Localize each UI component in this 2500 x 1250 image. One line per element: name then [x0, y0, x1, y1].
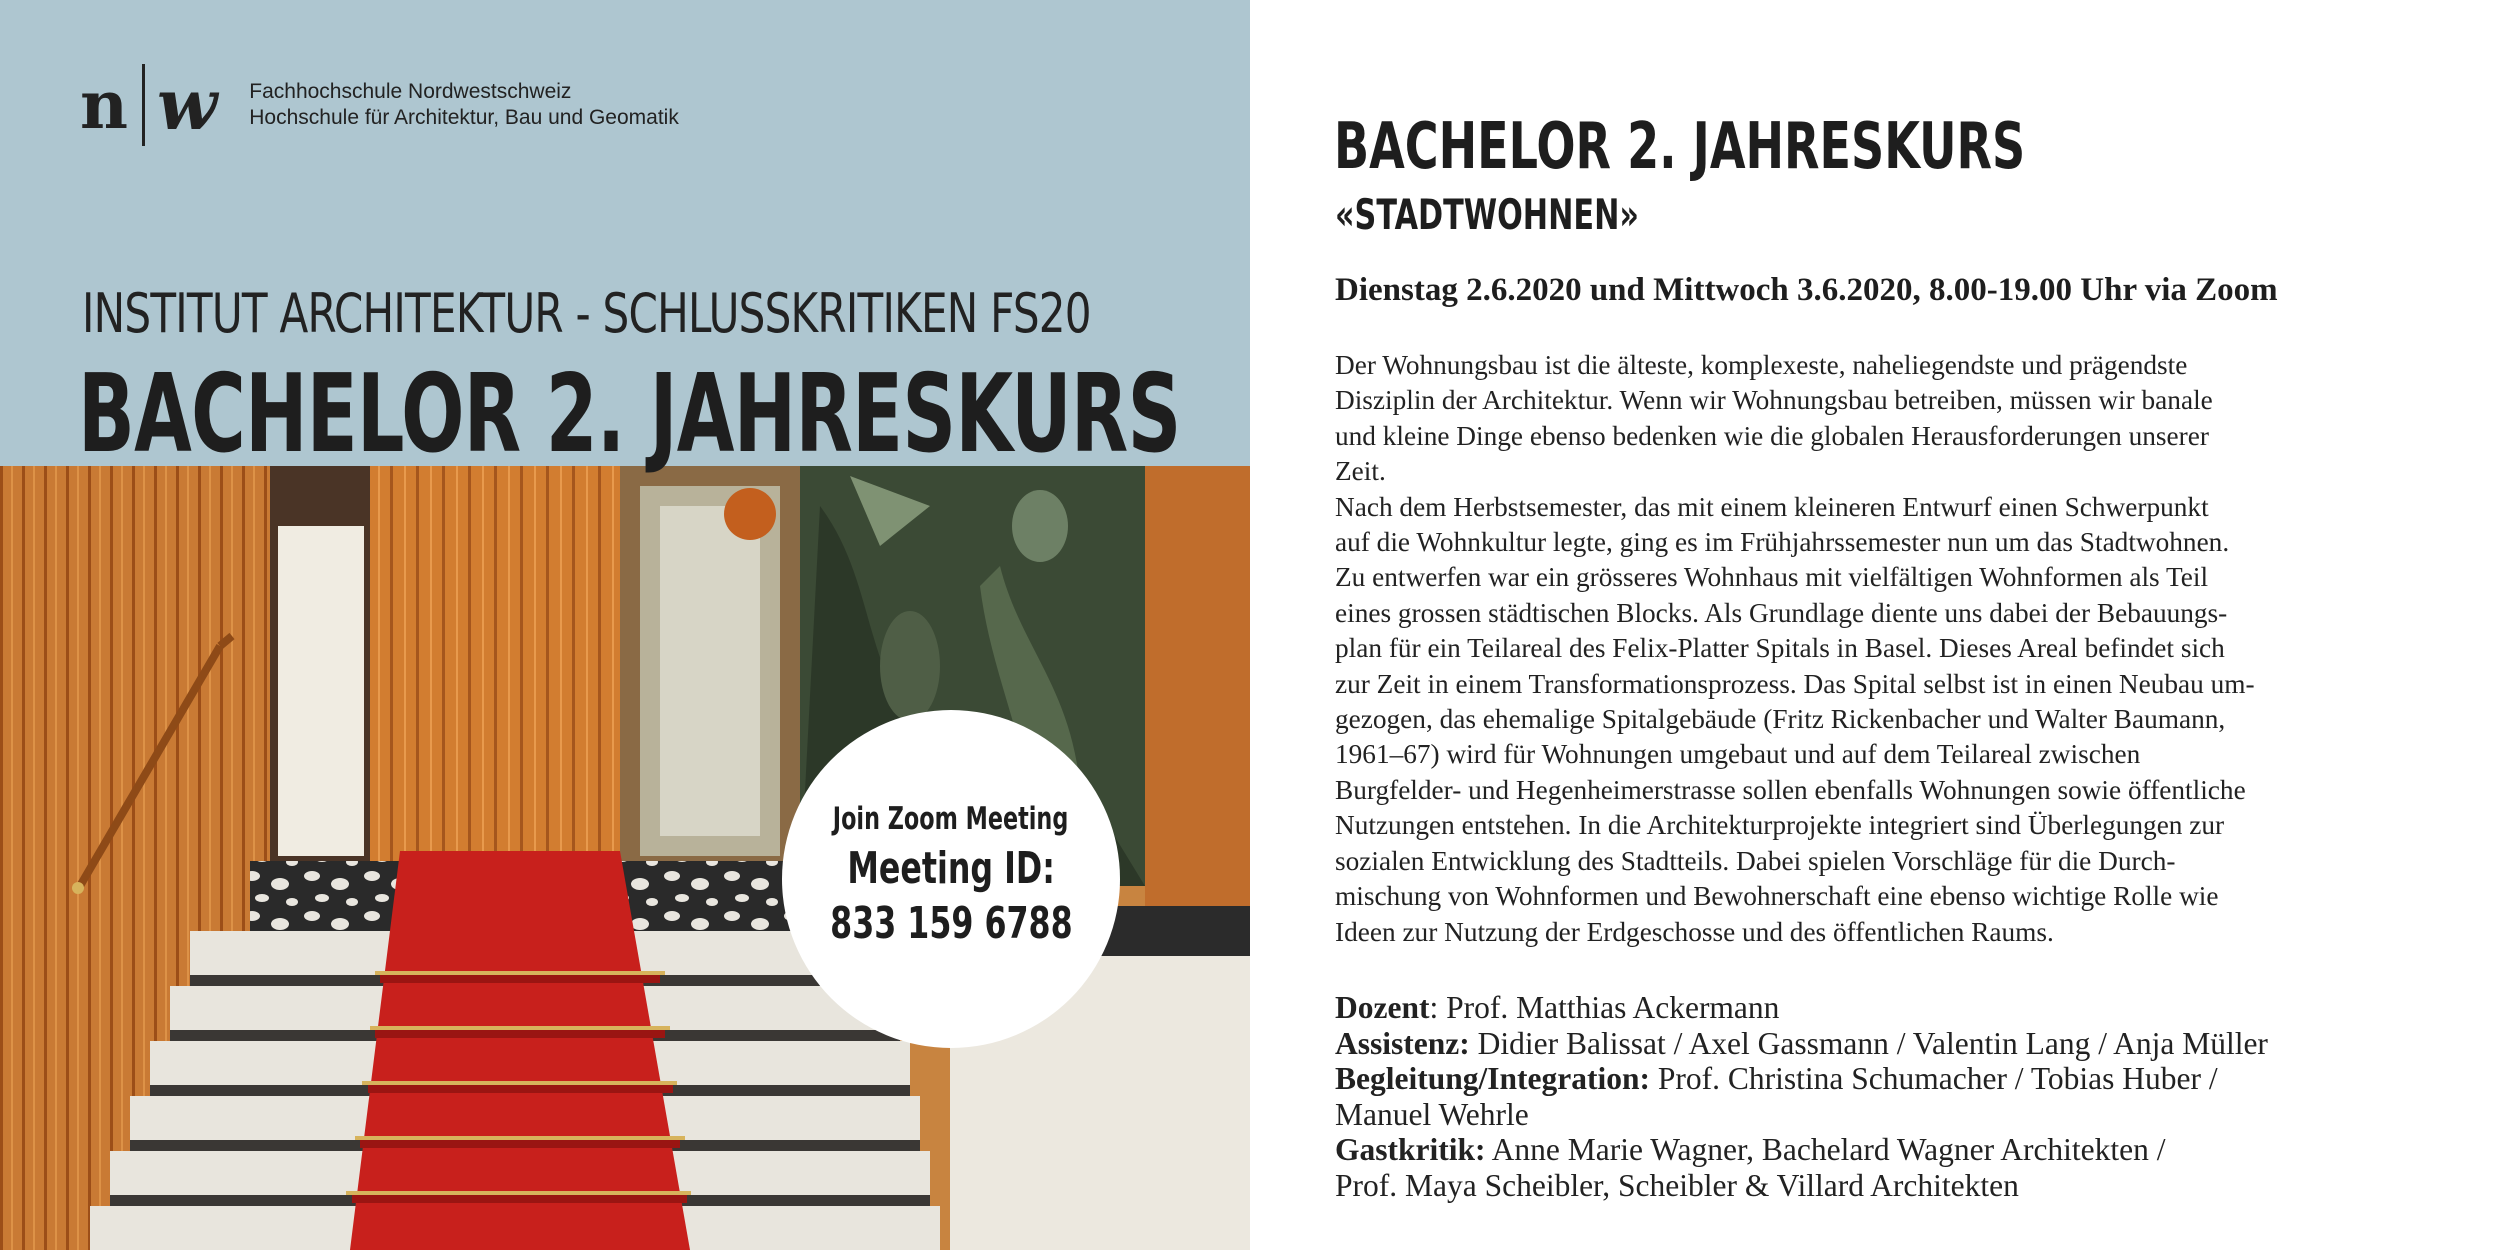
begleitung-value: Prof. Christina Schumacher / Tobias Huber / — [1650, 1061, 2218, 1097]
course-title: BACHELOR 2. JAHRESKURS — [1334, 110, 2026, 184]
school-line-2: Hochschule für Architektur, Bau und Geomatik — [249, 106, 679, 129]
institute-heading: INSTITUT ARCHITEKTUR - SCHLUSSKRITIKEN FS20 — [82, 282, 1091, 345]
credit-assistenz — [1335, 1026, 2435, 1062]
description-line: Burgfelder- und Hegenheimerstrasse sollen ebenfalls Wohnungen sowie öffentliche — [1335, 774, 2246, 805]
description-line: Disziplin der Architektur. Wenn wir Wohnungsbau betreiben, müssen wir banale — [1335, 385, 2213, 416]
description-line: Zeit. — [1335, 456, 1386, 487]
logo-n: n — [80, 66, 128, 144]
school-name — [249, 79, 679, 131]
credit-begleitung — [1335, 1061, 2435, 1097]
credits — [1335, 990, 2435, 1204]
description-line: Zu entwerfen war ein grösseres Wohnhaus mit vielfältigen Wohnformen als Teil — [1335, 562, 2209, 593]
description-line: zur Zeit in einem Transformationsprozess. Das Spital selbst ist in einen Neubau um- — [1335, 668, 2255, 699]
credit-gastkritik — [1335, 1132, 2435, 1168]
credit-begleitung-cont: Manuel Wehrle — [1335, 1096, 1529, 1132]
description-line: Der Wohnungsbau ist die älteste, komplexeste, naheliegendste und prägendste — [1335, 350, 2188, 380]
gastkritik-label: Gastkritik: — [1335, 1132, 1486, 1168]
description-line: 1961–67) wird für Wohnungen umgebaut und auf dem Teilareal zwischen — [1335, 739, 2141, 770]
course-subtitle: «STADTWOHNEN» — [1335, 190, 1639, 239]
assistenz-label: Assistenz: — [1335, 1025, 1470, 1061]
begleitung-label: Begleitung/Integration: — [1335, 1061, 1650, 1097]
description-line: auf die Wohnkultur legte, ging es im Frühjahrssemester nun um das Stadtwohnen. — [1335, 527, 2230, 558]
right-panel — [1250, 0, 2500, 1250]
gastkritik-value: Anne Marie Wagner, Bachelard Wagner Architekten / — [1485, 1132, 2166, 1168]
school-line-1: Fachhochschule Nordwestschweiz — [249, 80, 572, 103]
logo-w: w — [157, 63, 218, 146]
credit-dozent — [1335, 990, 2435, 1026]
description-line: Nutzungen entstehen. In die Architekturprojekte integriert sind Überlegungen zur — [1335, 810, 2225, 841]
dozent-label: Dozent — [1335, 990, 1430, 1025]
description-line: plan für ein Teilareal des Felix-Platter Spitals in Basel. Dieses Areal befindet sich — [1335, 633, 2225, 664]
credit-gastkritik-cont: Prof. Maya Scheibler, Scheibler & Villard Architekten — [1335, 1167, 2019, 1203]
description-line: gezogen, das ehemalige Spitalgebäude (Fritz Rickenbacher und Walter Baumann, — [1335, 704, 2226, 735]
zoom-meeting-badge — [782, 710, 1120, 1048]
description-line: Nach dem Herbstsemester, das mit einem kleineren Entwurf einen Schwerpunkt — [1335, 491, 2209, 522]
description-line: Ideen zur Nutzung der Erdgeschosse und des öffentlichen Raums. — [1335, 916, 2054, 947]
meeting-id-label: Meeting ID: — [847, 843, 1055, 894]
zoom-join-label: Join Zoom Meeting — [833, 801, 1069, 837]
meeting-id-value: 833 159 6788 — [829, 898, 1073, 949]
event-date: Dienstag 2.6.2020 und Mittwoch 3.6.2020, 8.00-19.00 Uhr via Zoom — [1335, 272, 2278, 308]
description-line: und kleine Dinge ebenso bedenken wie die globalen Herausforderungen unserer — [1335, 420, 2209, 451]
description — [1335, 348, 2415, 950]
logo-mark — [80, 64, 217, 146]
description-line: mischung von Wohnformen und Bewohnerschaft eine ebenso wichtige Rolle wie — [1335, 881, 2219, 912]
assistenz-value: Didier Balissat / Axel Gassmann / Valentin Lang / Anja Müller — [1469, 1025, 2268, 1061]
dozent-value: : Prof. Matthias Ackermann — [1429, 990, 1780, 1025]
logo-divider — [142, 64, 145, 146]
description-line: sozialen Entwicklung des Stadtteils. Dabei spielen Vorschläge für die Durch- — [1335, 845, 2176, 876]
description-line: eines grossen städtischen Blocks. Als Grundlage diente uns dabei der Bebauungs- — [1335, 597, 2228, 628]
main-title: BACHELOR 2. JAHRESKURS — [78, 352, 1181, 477]
fhnw-logo — [80, 64, 679, 146]
